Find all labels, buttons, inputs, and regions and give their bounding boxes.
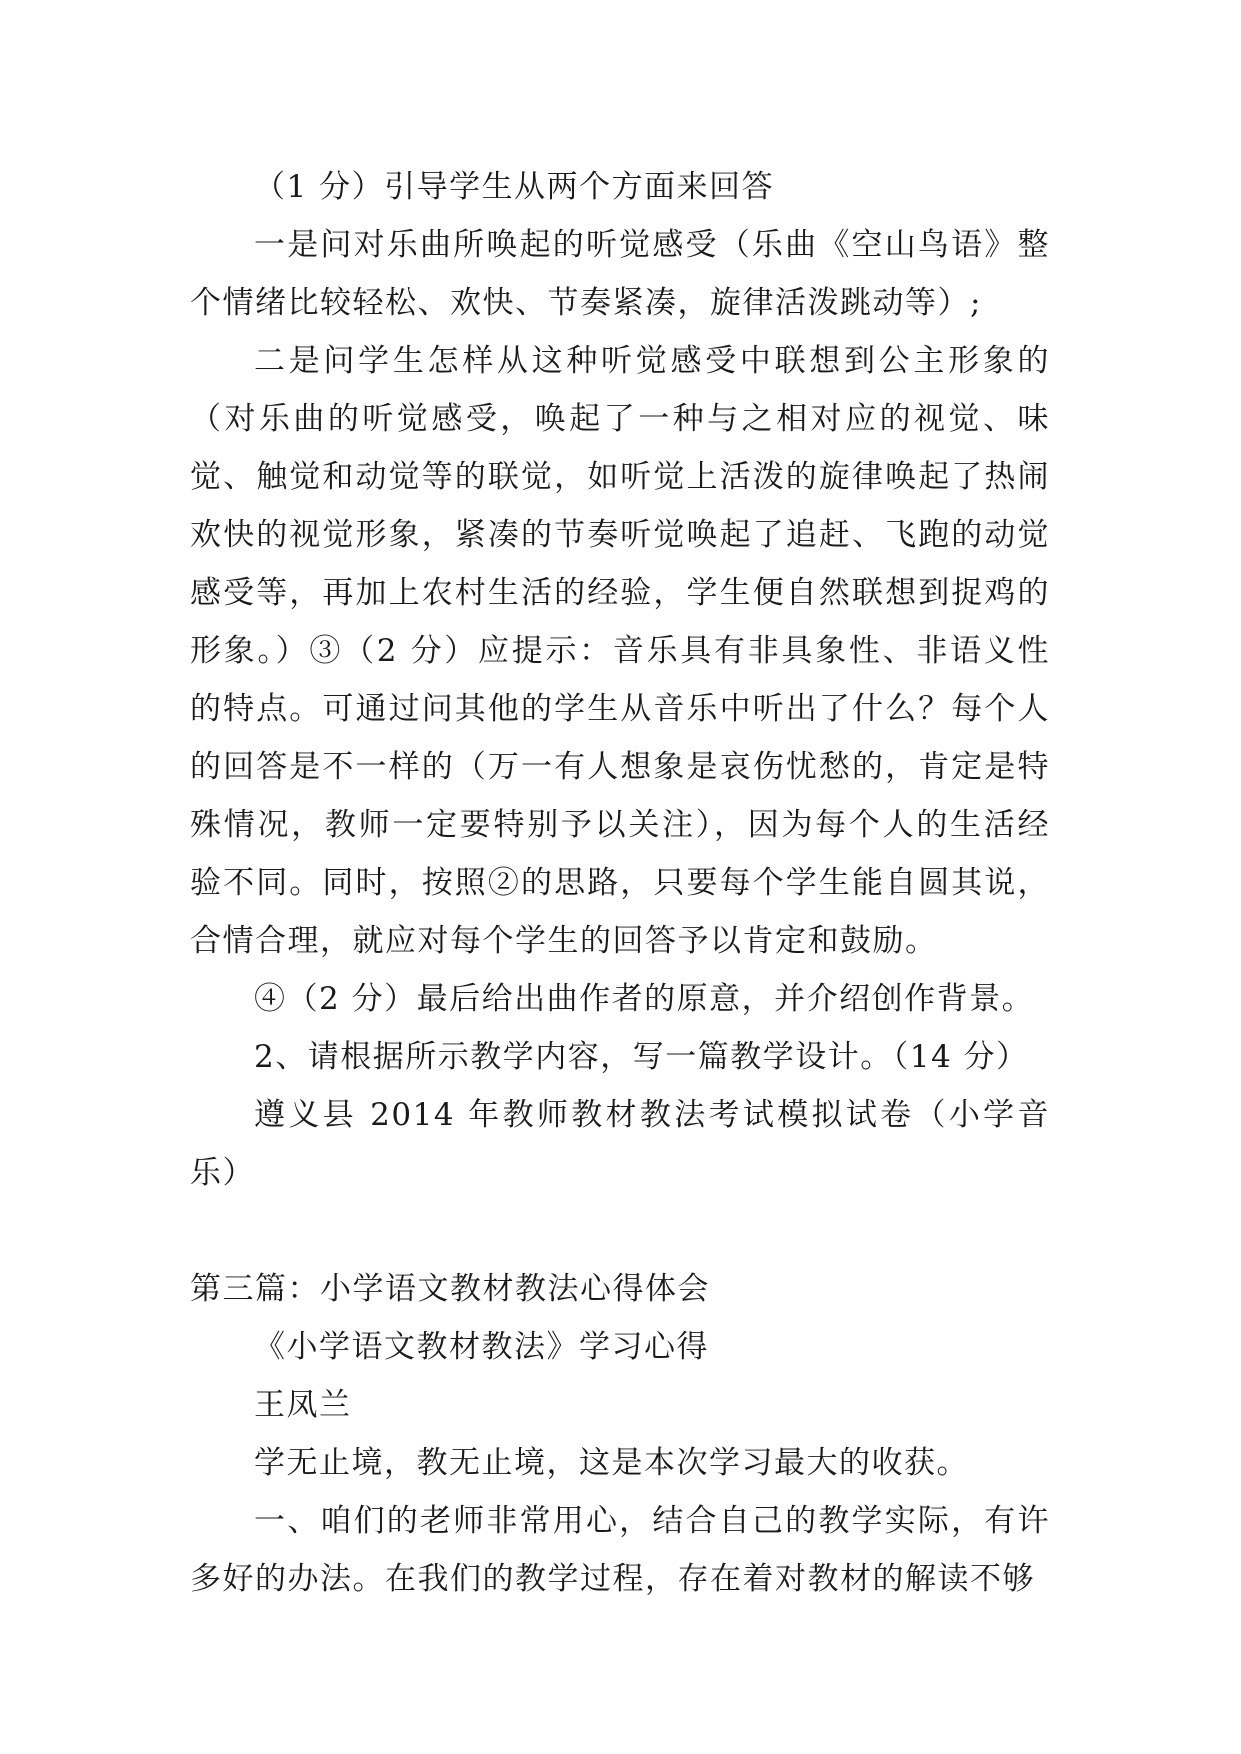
document-body [190, 158, 1050, 1608]
paragraph: 一是问对乐曲所唤起的听觉感受（乐曲《空山鸟语》整个情绪比较轻松、欢快、节奏紧凑，旋律活泼跳动等）; [190, 227, 1050, 321]
section-gap [190, 1202, 1050, 1260]
paragraph: 遵义县 2014 年教师教材教法考试模拟试卷（小学音乐） [190, 1097, 1050, 1191]
paragraph: ④（2 分）最后给出曲作者的原意，并介绍创作背景。 [254, 981, 1035, 1017]
paragraph: 2、请根据所示教学内容，写一篇教学设计。（14 分） [254, 1039, 1029, 1075]
article-paragraph: 学无止境，教无止境，这是本次学习最大的收获。 [254, 1445, 969, 1481]
paragraph: （1 分）引导学生从两个方面来回答 [254, 169, 775, 205]
article-title: 《小学语文教材教法》学习心得 [254, 1329, 709, 1365]
paragraph: 二是问学生怎样从这种听觉感受中联想到公主形象的（对乐曲的听觉感受，唤起了一种与之相对应的视觉、味觉、触觉和动觉等的联觉，如听觉上活泼的旋律唤起了热闹欢快的视觉形象，紧凑的节奏听觉唤起了追赶、飞跑的动觉感受等，再加上农村生活的经验，学生便自然联想到捉鸡的形象。）③（2 分）应提示：音乐具有非具象性、非语义性的特点。可通过问其他的学生从音乐中听出了什么？每个人的回答是不一样的（万一有人想象是哀伤忧愁的，肯定是特殊情况，教师一定要特别予以关注），因为每个人的生活经验不同。同时，按照②的思路，只要每个学生能自圆其说，合情合理，就应对每个学生的回答予以肯定和鼓励。 [190, 343, 1050, 959]
author-name: 王凤兰 [254, 1387, 352, 1423]
article-paragraph: 一、咱们的老师非常用心，结合自己的教学实际，有许多好的办法。在我们的教学过程，存在着对教材的解读不够 [190, 1503, 1050, 1597]
section-heading: 第三篇：小学语文教材教法心得体会 [190, 1271, 710, 1307]
